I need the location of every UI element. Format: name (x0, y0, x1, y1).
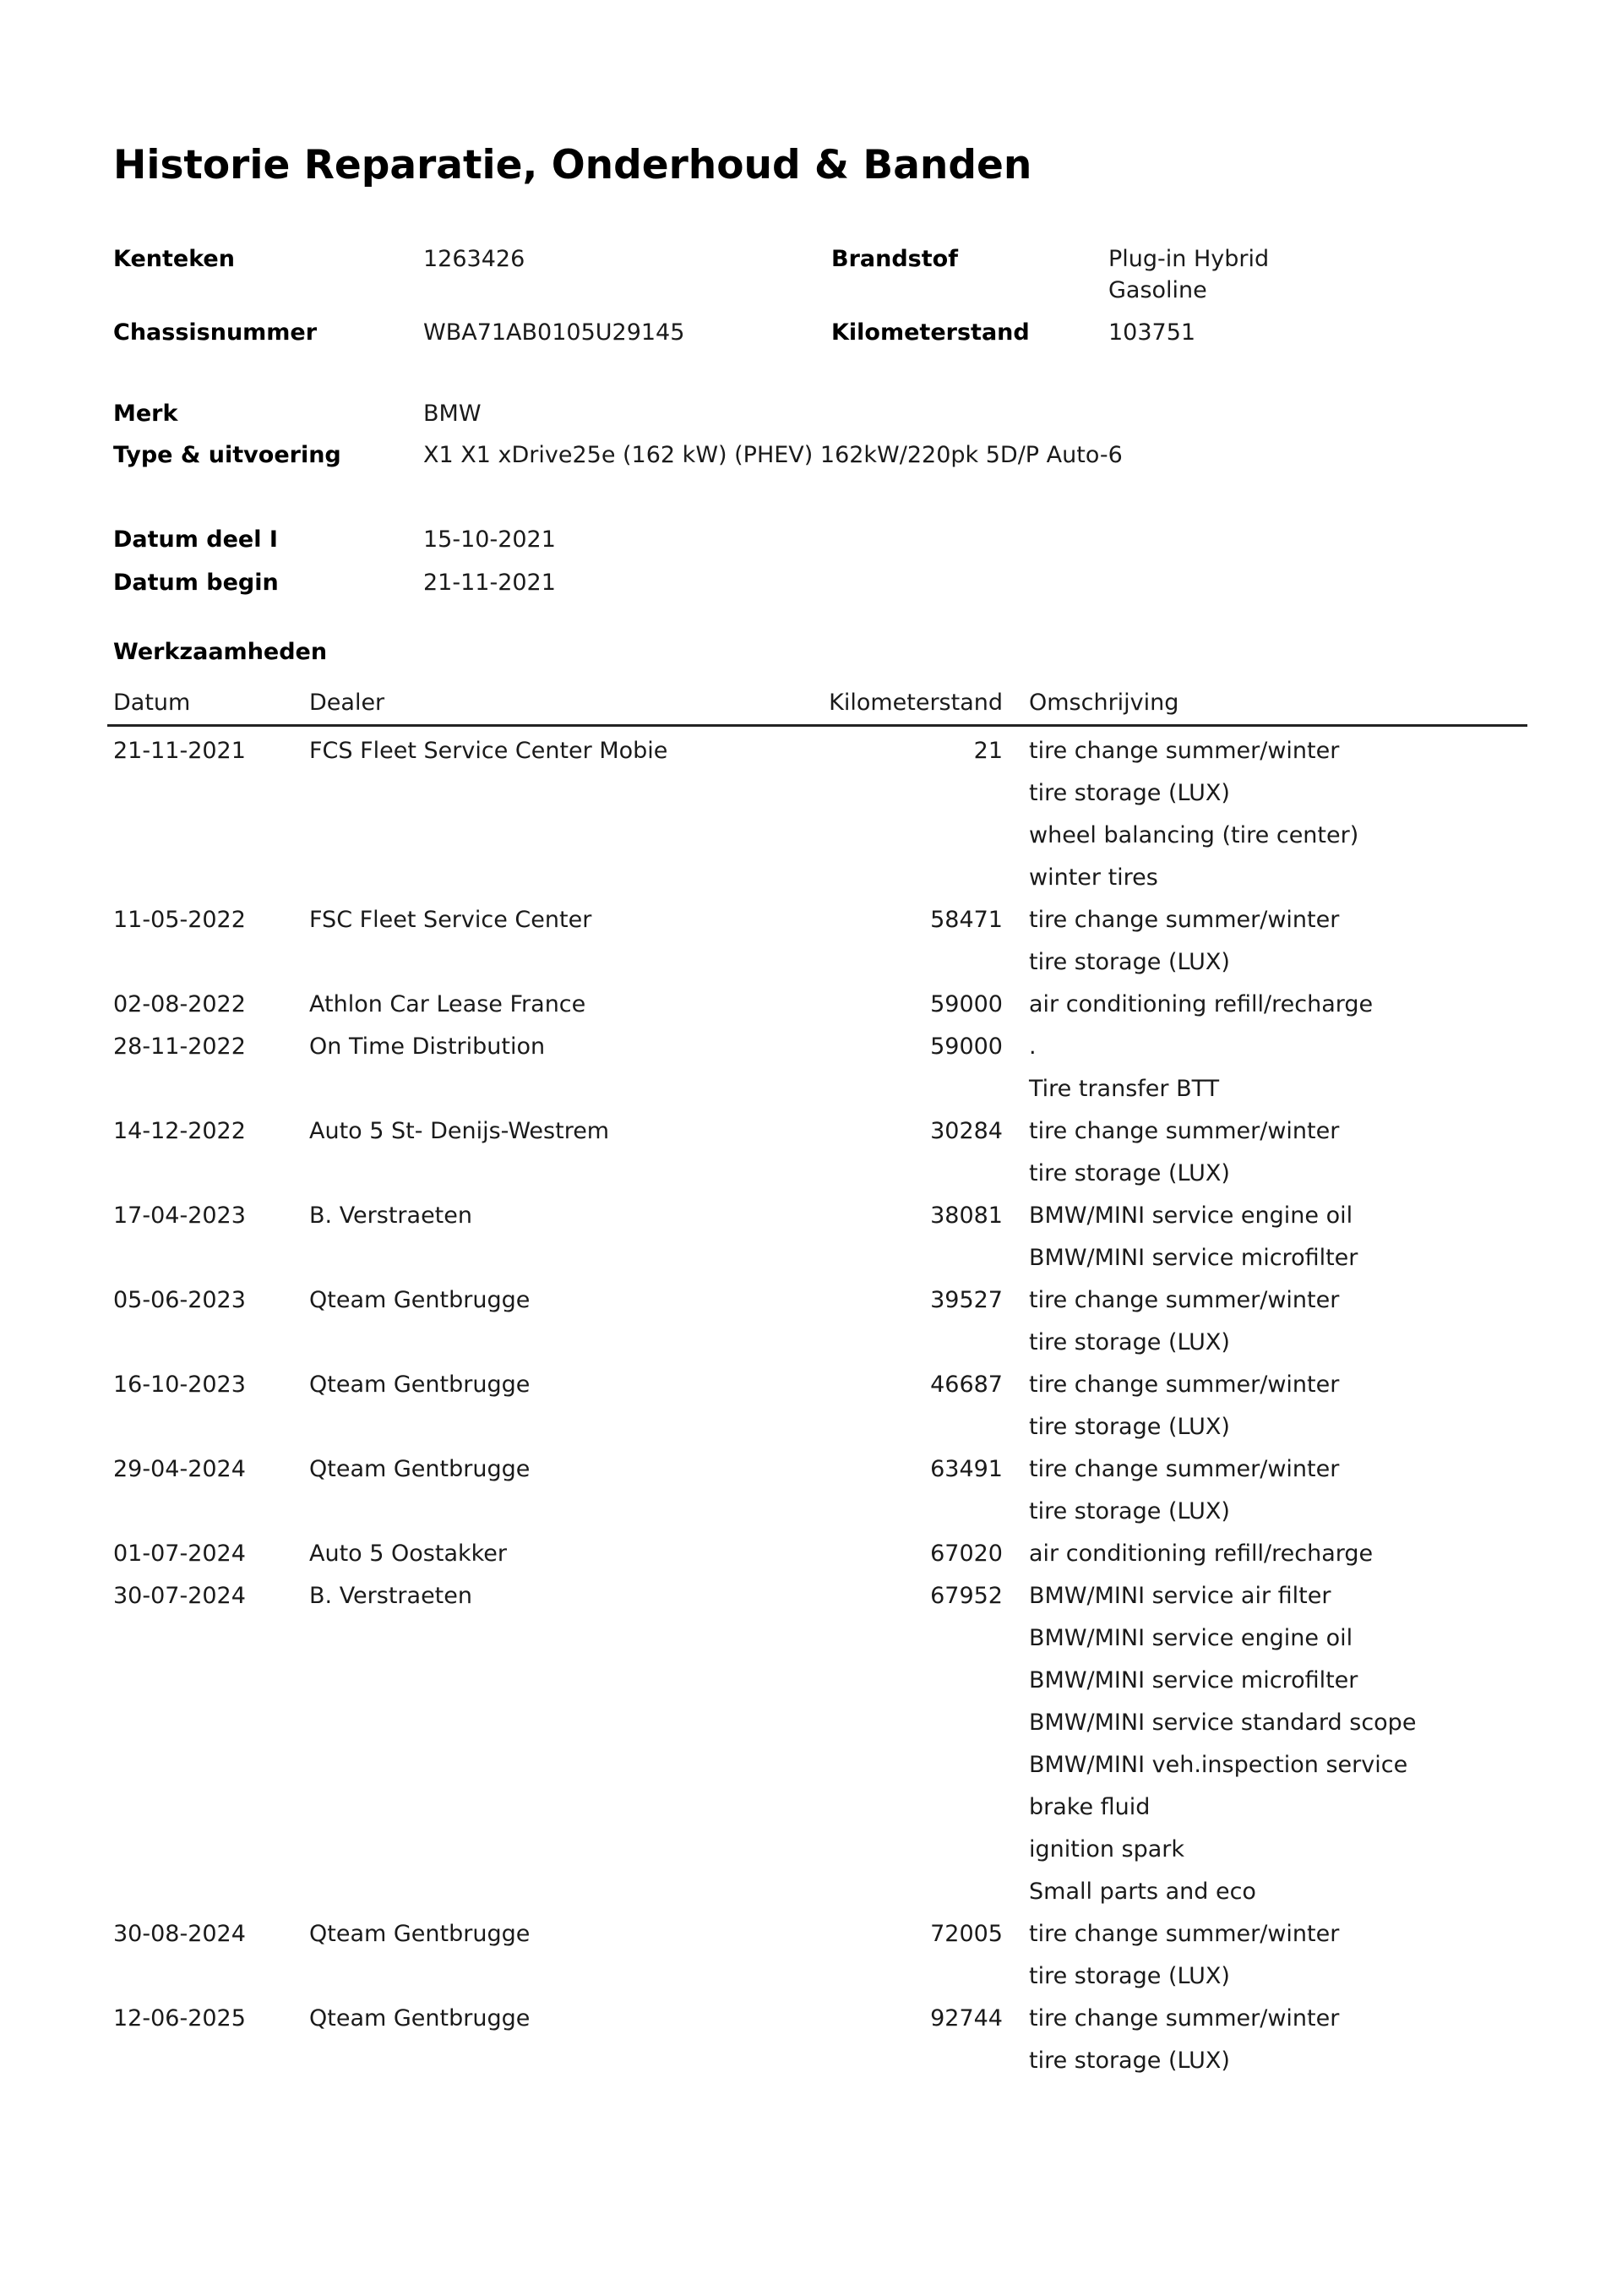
row-dealer: FSC Fleet Service Center (309, 907, 592, 933)
row-km: 59000 (930, 1033, 1003, 1060)
row-dealer: B. Verstraeten (309, 1583, 472, 1609)
description-line: tire change summer/winter (1029, 1118, 1340, 1144)
description-line: BMW/MINI service standard scope (1029, 1710, 1417, 1736)
row-km: 58471 (930, 907, 1003, 933)
row-description (1029, 1448, 1527, 1533)
description-line: tire change summer/winter (1029, 2005, 1340, 2031)
table-row (107, 1575, 1527, 1913)
brandstof-value-2: Gasoline (1108, 277, 1207, 303)
row-description (1029, 1110, 1527, 1195)
kilometerstand-value: 103751 (1108, 319, 1196, 346)
description-line: brake fluid (1029, 1794, 1151, 1820)
chassis-label: Chassisnummer (113, 319, 318, 346)
row-km: 59000 (930, 991, 1003, 1017)
description-line: tire storage (LUX) (1029, 949, 1230, 975)
row-km: 63491 (930, 1456, 1003, 1482)
brandstof-label: Brandstof (831, 246, 958, 272)
description-line: BMW/MINI service engine oil (1029, 1203, 1353, 1229)
col-datum: Datum (113, 690, 191, 716)
table-row (107, 730, 1527, 899)
table-body (107, 727, 1527, 2082)
row-description (1029, 1026, 1527, 1110)
table-row (107, 1110, 1527, 1195)
type-label: Type & uitvoering (113, 442, 341, 468)
description-line: tire change summer/winter (1029, 907, 1340, 933)
table-row (107, 1364, 1527, 1448)
row-km: 67952 (930, 1583, 1003, 1609)
table-row (107, 1195, 1527, 1279)
table-row (107, 984, 1527, 1026)
description-line: . (1029, 1033, 1037, 1060)
description-line: BMW/MINI service air filter (1029, 1583, 1331, 1609)
row-date: 28-11-2022 (113, 1033, 246, 1060)
row-description (1029, 899, 1527, 984)
row-date: 29-04-2024 (113, 1456, 246, 1482)
table-row (107, 1998, 1527, 2082)
row-description (1029, 1364, 1527, 1448)
table-row (107, 1279, 1527, 1364)
row-date: 16-10-2023 (113, 1372, 246, 1398)
row-dealer: Qteam Gentbrugge (309, 1921, 531, 1947)
col-omschrijving: Omschrijving (1029, 690, 1179, 716)
row-date: 14-12-2022 (113, 1118, 246, 1144)
description-line: tire change summer/winter (1029, 1372, 1340, 1398)
row-dealer: Qteam Gentbrugge (309, 2005, 531, 2031)
row-date: 02-08-2022 (113, 991, 246, 1017)
table-header (107, 686, 1527, 727)
row-dealer: Athlon Car Lease France (309, 991, 586, 1017)
row-date: 21-11-2021 (113, 738, 246, 764)
row-date: 05-06-2023 (113, 1287, 246, 1313)
table-row (107, 899, 1527, 984)
description-line: tire storage (LUX) (1029, 1963, 1230, 1989)
row-km: 30284 (930, 1118, 1003, 1144)
kenteken-label: Kenteken (113, 246, 235, 272)
row-date: 17-04-2023 (113, 1203, 246, 1229)
table-row (107, 1533, 1527, 1575)
datum-begin-value: 21-11-2021 (423, 570, 556, 596)
description-line: tire storage (LUX) (1029, 1160, 1230, 1186)
row-date: 01-07-2024 (113, 1541, 246, 1567)
row-description (1029, 1575, 1527, 1913)
row-dealer: On Time Distribution (309, 1033, 546, 1060)
datum-deel-label: Datum deel I (113, 526, 278, 553)
type-value: X1 X1 xDrive25e (162 kW) (PHEV) 162kW/220pk 5D/P Auto-6 (423, 442, 1123, 468)
description-line: tire storage (LUX) (1029, 1414, 1230, 1440)
datum-deel-value: 15-10-2021 (423, 526, 556, 553)
description-line: winter tires (1029, 864, 1158, 891)
description-line: BMW/MINI veh.inspection service (1029, 1752, 1408, 1778)
page-title: Historie Reparatie, Onderhoud & Banden (113, 142, 1032, 188)
description-line: tire change summer/winter (1029, 738, 1340, 764)
row-km: 21 (973, 738, 1003, 764)
werkzaamheden-heading: Werkzaamheden (113, 639, 328, 665)
kilometerstand-label: Kilometerstand (831, 319, 1030, 346)
row-description (1029, 1279, 1527, 1364)
description-line: tire storage (LUX) (1029, 1329, 1230, 1355)
row-dealer: Qteam Gentbrugge (309, 1372, 531, 1398)
description-line: tire storage (LUX) (1029, 780, 1230, 806)
row-date: 30-08-2024 (113, 1921, 246, 1947)
description-line: tire storage (LUX) (1029, 2048, 1230, 2074)
kenteken-value: 1263426 (423, 246, 525, 272)
row-km: 92744 (930, 2005, 1003, 2031)
description-line: tire storage (LUX) (1029, 1498, 1230, 1524)
row-km: 46687 (930, 1372, 1003, 1398)
col-dealer: Dealer (309, 690, 385, 716)
brandstof-value-1: Plug-in Hybrid (1108, 246, 1270, 272)
description-line: BMW/MINI service engine oil (1029, 1625, 1353, 1651)
table-row (107, 1448, 1527, 1533)
work-table (107, 686, 1527, 2082)
row-date: 12-06-2025 (113, 2005, 246, 2031)
row-dealer: Qteam Gentbrugge (309, 1456, 531, 1482)
row-description (1029, 730, 1527, 899)
row-dealer: FCS Fleet Service Center Mobie (309, 738, 668, 764)
row-km: 38081 (930, 1203, 1003, 1229)
description-line: Small parts and eco (1029, 1879, 1256, 1905)
row-dealer: Auto 5 St- Denijs-Westrem (309, 1118, 610, 1144)
row-dealer: Auto 5 Oostakker (309, 1541, 508, 1567)
description-line: tire change summer/winter (1029, 1456, 1340, 1482)
row-km: 39527 (930, 1287, 1003, 1313)
description-line: tire change summer/winter (1029, 1287, 1340, 1313)
description-line: air conditioning refill/recharge (1029, 1541, 1374, 1567)
table-row (107, 1913, 1527, 1998)
row-dealer: B. Verstraeten (309, 1203, 472, 1229)
chassis-value: WBA71AB0105U29145 (423, 319, 685, 346)
description-line: wheel balancing (tire center) (1029, 822, 1359, 848)
description-line: BMW/MINI service microfilter (1029, 1245, 1358, 1271)
row-date: 30-07-2024 (113, 1583, 246, 1609)
merk-value: BMW (423, 401, 482, 427)
description-line: BMW/MINI service microfilter (1029, 1667, 1358, 1693)
datum-begin-label: Datum begin (113, 570, 279, 596)
row-dealer: Qteam Gentbrugge (309, 1287, 531, 1313)
row-description (1029, 1913, 1527, 1998)
row-description (1029, 1998, 1527, 2082)
description-line: Tire transfer BTT (1029, 1076, 1220, 1102)
description-line: ignition spark (1029, 1836, 1185, 1862)
description-line: tire change summer/winter (1029, 1921, 1340, 1947)
table-row (107, 1026, 1527, 1110)
row-km: 67020 (930, 1541, 1003, 1567)
col-kilometerstand: Kilometerstand (829, 690, 1003, 716)
row-km: 72005 (930, 1921, 1003, 1947)
merk-label: Merk (113, 401, 178, 427)
row-description (1029, 984, 1527, 1026)
row-description (1029, 1195, 1527, 1279)
description-line: air conditioning refill/recharge (1029, 991, 1374, 1017)
row-date: 11-05-2022 (113, 907, 246, 933)
row-description (1029, 1533, 1527, 1575)
